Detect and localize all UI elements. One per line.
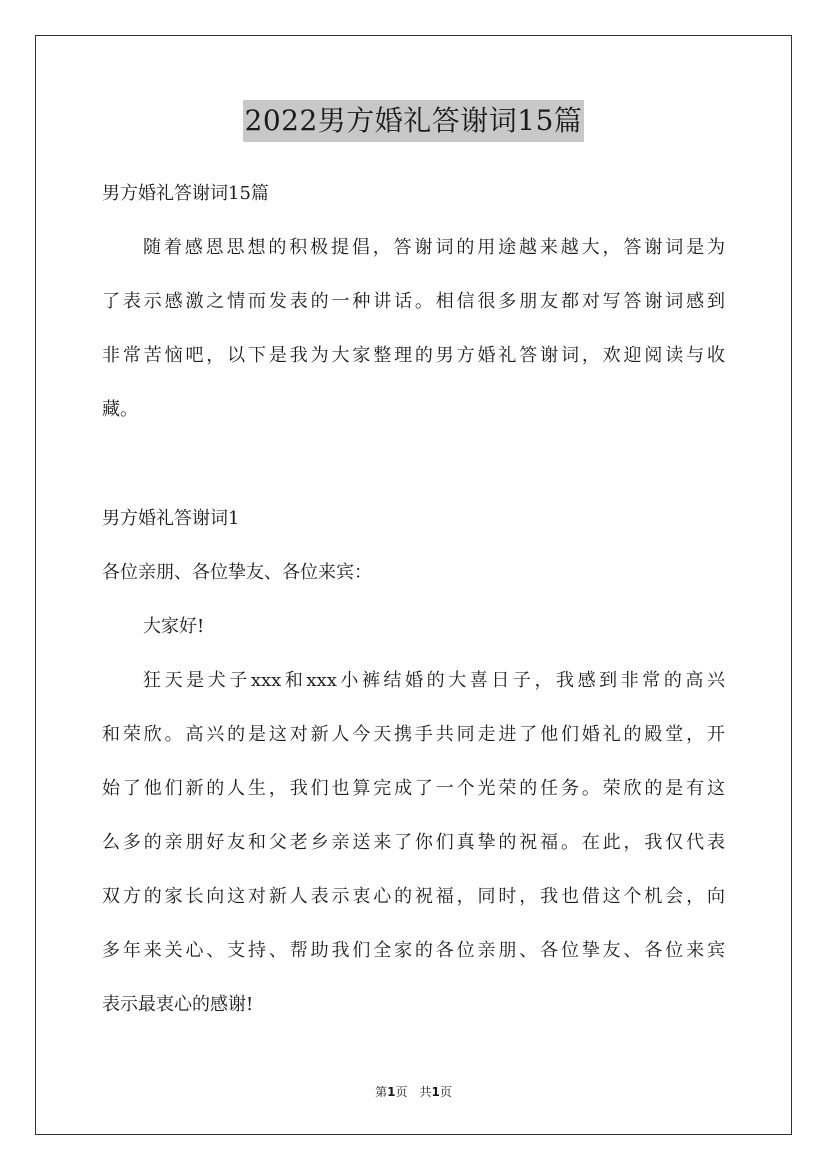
body-line-7: 表示最衷心的感谢! <box>102 994 254 1015</box>
document-title: 2022男方婚礼答谢词15篇 <box>243 100 585 142</box>
footer-mid: 页 共 <box>395 1085 432 1099</box>
intro-line-3: 非常苦恼吧，以下是我为大家整理的男方婚礼答谢词，欢迎阅读与收 <box>102 345 725 366</box>
footer-prefix: 第 <box>375 1085 388 1099</box>
greeting: 大家好! <box>143 616 205 637</box>
footer-page-total: 1 <box>431 1085 440 1099</box>
body-line-2: 和荣欣。高兴的是这对新人今天携手共同走进了他们婚礼的殿堂，开 <box>102 724 725 745</box>
footer-suffix: 页 <box>439 1085 452 1099</box>
intro-line-4: 藏。 <box>102 399 138 420</box>
body-line-1: 狂天是犬子xxx和xxx小裤结婚的大喜日子，我感到非常的高兴 <box>143 670 725 691</box>
body-line-4: 么多的亲朋好友和父老乡亲送来了你们真挚的祝福。在此，我仅代表 <box>102 832 725 853</box>
body-line-6: 多年来关心、支持、帮助我们全家的各位亲朋、各位挚友、各位来宾 <box>102 940 725 961</box>
page-footer <box>0 1083 827 1101</box>
intro-line-2: 了表示感激之情而发表的一种讲话。相信很多朋友都对写答谢词感到 <box>102 291 725 312</box>
body-line-3: 始了他们新的人生，我们也算完成了一个光荣的任务。荣欣的是有这 <box>102 778 725 799</box>
footer-page-current: 1 <box>387 1085 396 1099</box>
section-heading: 男方婚礼答谢词1 <box>102 508 240 529</box>
document-subtitle: 男方婚礼答谢词15篇 <box>102 183 269 204</box>
title-container <box>0 100 827 142</box>
salutation: 各位亲朋、各位挚友、各位来宾： <box>102 562 372 583</box>
body-line-5: 双方的家长向这对新人表示衷心的祝福，同时，我也借这个机会，向 <box>102 886 725 907</box>
intro-line-1: 随着感恩思想的积极提倡，答谢词的用途越来越大，答谢词是为 <box>143 237 725 258</box>
